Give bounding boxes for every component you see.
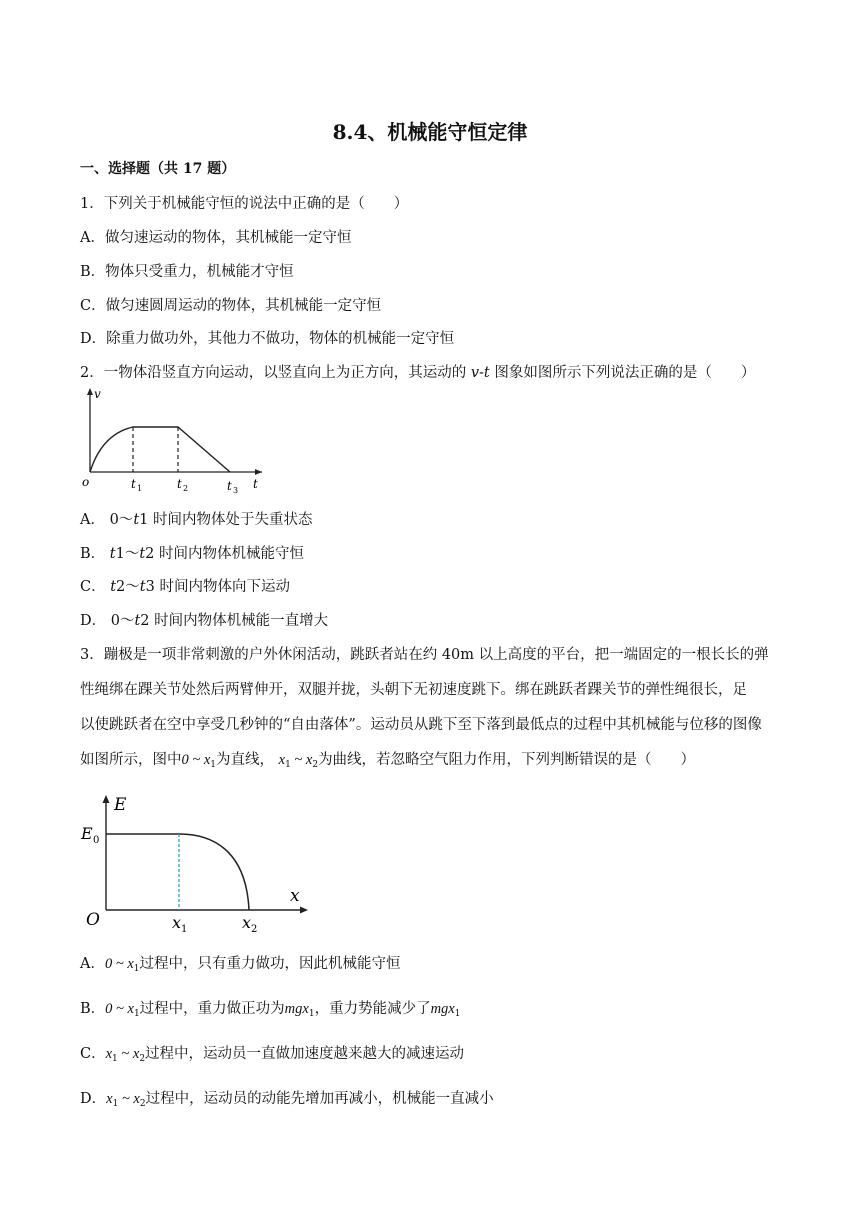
q2-stem: 2．一物体沿竖直方向运动，以竖直向上为正方向，其运动的 v-t 图象如图所示下列说法正确的是（ ） <box>80 365 756 381</box>
q2-v-label: v <box>94 387 101 401</box>
q3-e-axis-label: E <box>114 795 127 815</box>
q2-origin-label: o <box>82 475 90 489</box>
q2-option-b: B． t1～t2 时间内物体机械能守恒 <box>80 546 304 562</box>
q3-option-a: A．0 ~ $x_1$过程中，只有重力做功，因此机械能守恒 <box>80 956 401 974</box>
q3-origin-label: O <box>86 910 100 930</box>
q2-vt-graph <box>78 384 268 496</box>
q2-t1-label: t <box>131 477 136 491</box>
q1-option-c: C．做匀速圆周运动的物体，其机械能一定守恒 <box>80 298 382 314</box>
svg-text:1: 1 <box>137 484 143 493</box>
page-title: 8.4、机械能守恒定律 <box>332 120 528 144</box>
q1-stem: 1．下列关于机械能守恒的说法中正确的是（ ） <box>80 196 409 212</box>
section-heading: 一、选择题（共 17 题） <box>80 161 236 177</box>
q2-t2-label: t <box>177 477 182 491</box>
q2-option-d: D． 0～t2 时间内物体机械能一直增大 <box>80 613 329 629</box>
q3-x1-label: x <box>172 913 182 932</box>
q3-stem-line-1: 3．蹦极是一项非常刺激的户外休闲活动，跳跃者站在约 40m 以上高度的平台，把一端固定的一根长长的弹 <box>80 647 769 663</box>
q2-t3-label: t <box>227 479 232 493</box>
q3-stem-line-2: 性绳绑在踝关节处然后两臂伸开，双腿并拢，头朝下无初速度跳下。绑在跳跃者踝关节的弹性绳很长，足 <box>80 682 747 698</box>
q3-option-c: C．$x_1$ ~ $x_2$过程中，运动员一直做加速度越来越大的减速运动 <box>80 1046 465 1064</box>
svg-text:0: 0 <box>93 835 100 846</box>
q3-e0-label: E <box>81 824 93 843</box>
q3-x2-label: x <box>242 913 252 932</box>
q3-option-b: B．0 ~ $x_1$过程中，重力做正功为mgx$_1$，重力势能减少了mgx$_1$ <box>80 1001 461 1019</box>
svg-text:2: 2 <box>183 484 189 493</box>
q2-option-c: C． t2～t3 时间内物体向下运动 <box>80 579 290 595</box>
q3-stem-line-3: 以使跳跃者在空中享受几秒钟的“自由落体”。运动员从跳下至下落到最低点的过程中其机械能与位移的图像 <box>80 717 762 733</box>
q2-t-axis-label: t <box>253 477 258 491</box>
svg-text:1: 1 <box>181 924 188 935</box>
q1-option-d: D．除重力做功外，其他力不做功，物体的机械能一定守恒 <box>80 331 455 347</box>
q3-x-axis-label: x <box>290 886 300 906</box>
q3-option-d: D．$x_1$ ~ $x_2$过程中，运动员的动能先增加再减小，机械能一直减小 <box>80 1091 494 1109</box>
q1-option-a: A．做匀速运动的物体，其机械能一定守恒 <box>80 230 352 246</box>
q1-option-b: B．物体只受重力，机械能才守恒 <box>80 264 294 280</box>
q3-energy-displacement-graph <box>78 788 318 936</box>
q3-stem-line-4: 如图所示，图中0 ~ $x_1$为直线， $x_1$ ~ $x_2$为曲线，若忽略空气阻力作用，下列判断错误的是（ ） <box>80 752 696 770</box>
svg-text:2: 2 <box>251 924 258 935</box>
q2-option-a: A． 0～t1 时间内物体处于失重状态 <box>80 512 313 528</box>
svg-text:3: 3 <box>233 486 239 495</box>
